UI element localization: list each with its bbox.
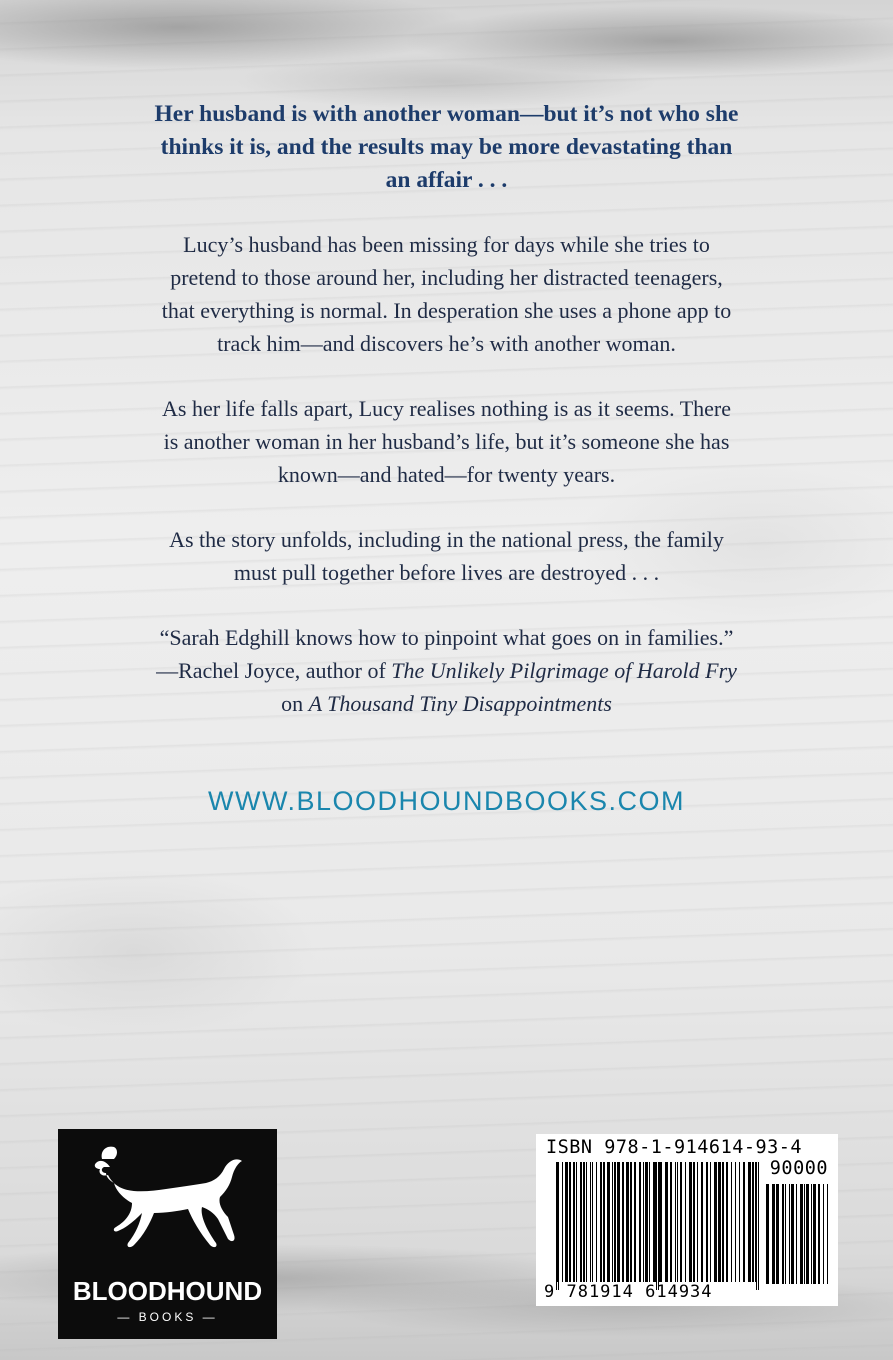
tagline [87, 98, 807, 197]
back-cover-text [0, 98, 893, 720]
barcode-digits: 9 781914 614934 [544, 1282, 713, 1302]
blurb-line: that everything is normal. In desperation she uses a phone app to [161, 298, 732, 323]
blurb-line: must pull together before lives are destroyed . . . [233, 560, 660, 585]
blurb-line: As her life falls apart, Lucy realises nothing is as it seems. There [162, 396, 731, 421]
price-code: 90000 [769, 1158, 828, 1179]
tagline-line: an affair . . . [385, 167, 508, 193]
publisher-name: BLOODHOUND [72, 1276, 263, 1306]
review-quote [67, 621, 827, 720]
tagline-line: thinks it is, and the results may be more devastating than [160, 134, 733, 160]
attribution-book-title: The Unlikely Pilgrimage of Harold Fry [391, 658, 737, 683]
isbn-barcode [536, 1134, 838, 1306]
source-book-title: A Thousand Tiny Disappointments [308, 691, 612, 716]
blurb-line: As the story unfolds, including in the national press, the family [169, 527, 724, 552]
publisher-website: WWW.BLOODHOUNDBOOKS.COM [207, 786, 685, 816]
source-prefix: on [281, 691, 309, 716]
quote-source [67, 687, 827, 720]
blurb-line: is another woman in her husband’s life, but it’s someone she has [163, 429, 730, 454]
tagline-line: Her husband is with another woman—but it’s not who she [154, 101, 739, 127]
blurb-line: track him—and discovers he’s with another woman. [217, 331, 676, 356]
publisher-logo [58, 1129, 277, 1339]
blurb-paragraph-3 [67, 523, 827, 589]
attribution-author: —Rachel Joyce, author of [156, 658, 392, 683]
bloodhound-dog-icon [88, 1139, 248, 1269]
isbn-number: ISBN 978-1-914614-93-4 [546, 1137, 803, 1158]
blurb-line: pretend to those around her, including her distracted teenagers, [170, 265, 723, 290]
blurb-line: known—and hated—for twenty years. [277, 462, 616, 487]
quote-text: “Sarah Edghill knows how to pinpoint what goes on in families.” [159, 625, 734, 650]
quote-attribution [67, 654, 827, 687]
barcode-bars [536, 1134, 838, 1306]
blurb-line: Lucy’s husband has been missing for days while she tries to [183, 232, 710, 257]
blurb-paragraph-1 [67, 228, 827, 360]
publisher-subtitle: — BOOKS — [117, 1310, 218, 1324]
blurb-paragraph-2 [67, 392, 827, 491]
